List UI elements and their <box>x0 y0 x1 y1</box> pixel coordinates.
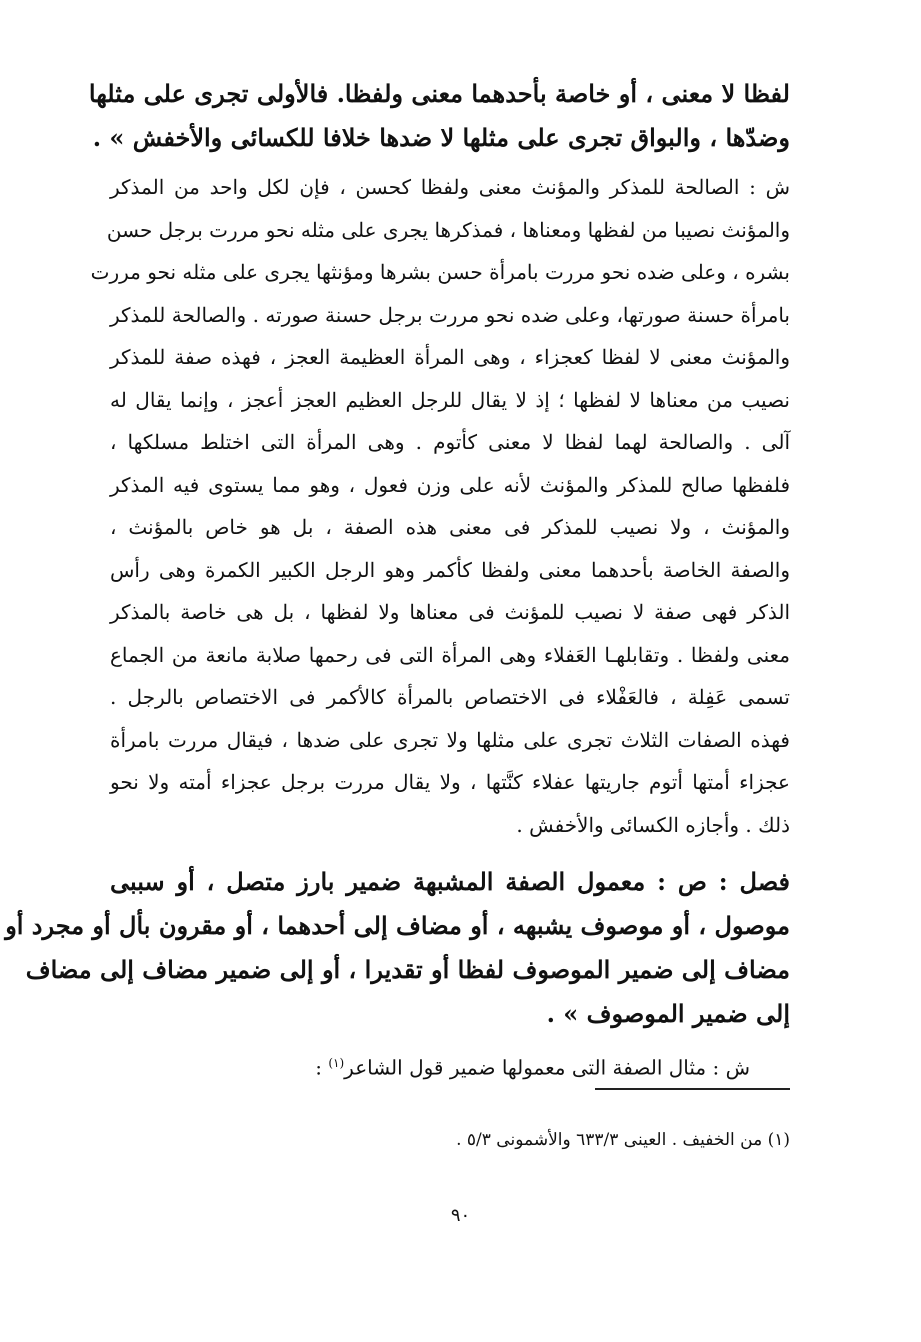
text-line: إلى ضمير الموصوف » . <box>546 999 790 1028</box>
footnote: (١) من الخفيف . العينى ٦٣٣/٣ والأشمونى ٥/٣ . <box>456 1130 790 1150</box>
text-line: فلفظها صالح للمذكر والمؤنث لأنه على وزن فعول ، وهو مما يستوى فيه المذكر <box>110 472 790 497</box>
footnote-divider <box>595 1088 790 1090</box>
text-line: بامرأة حسنة صورتها، وعلى ضده نحو مررت برجل حسنة صورته . والصالحة للمذكر <box>110 302 790 327</box>
text-line: ش : الصالحة للمذكر والمؤنث معنى ولفظا كحسن ، فإن لكل واحد من المذكر <box>110 175 790 199</box>
text-line: والصفة الخاصة بأحدهما معنى ولفظا كأكمر وهو الرجل الكبير الكمرة وهى رأس <box>110 557 790 582</box>
text-line: مضاف إلى ضمير الموصوف لفظا أو تقديرا ، أو إلى ضمير مضاف إلى مضاف <box>25 955 790 984</box>
text-line: فصل : ص : معمول الصفة المشبهة ضمير بارز متصل ، أو سببى <box>110 867 790 896</box>
footnote-reference[interactable]: (١) <box>328 1056 345 1070</box>
text-line: الذكر فهى صفة لا نصيب للمؤنث فى معناها ولا لفظها ، بل هى خاصة بالمذكر <box>110 600 790 624</box>
text-line: معنى ولفظا . وتقابلهـا العَفلاء وهى المرأة التى فى رحمها صلابة مانعة من الجماع <box>110 642 790 667</box>
text-line: والمؤنث نصيبا من لفظها ومعناها ، فمذكرها يجرى على مثله نحو مررت برجل حسن <box>106 217 790 242</box>
section-bold-text <box>5 860 790 1036</box>
commentary-paragraph-2 <box>110 1042 790 1089</box>
commentary-2-tail: : <box>315 1055 329 1080</box>
text-line: عجزاء أمتها أتوم جاريتها عفلاء كنَّتها ، ولا يقال مررت برجل عجزاء أمته ولا نحو <box>110 770 790 794</box>
page-number: ٩٠ <box>450 1205 471 1226</box>
text-line: تسمى عَفِلة ، فالعَفْلاء فى الاختصاص بالمرأة كالأكمر فى الاختصاص بالرجل . <box>110 685 790 709</box>
text-line: آلى . والصالحة لهما لفظا لا معنى كأتوم . وهى المرأة التى اختلط مسلكها ، <box>110 430 790 454</box>
text-line: ذلك . وأجازه الكسائى والأخفش . <box>516 812 790 837</box>
opening-bold-text <box>88 72 790 160</box>
text-line: بشره ، وعلى ضده نحو مررت بامرأة حسن بشرها ومؤنثها يجرى على مثله نحو مررت <box>90 260 790 284</box>
text-line: نصيب من معناها لا لفظها ؛ إذ لا يقال للرجل العظيم العجز أعجز ، وإنما يقال له <box>110 387 790 412</box>
commentary-2-text: ش : مثال الصفة التى معمولها ضمير قول الشاعر <box>344 1055 750 1080</box>
page-body <box>5 72 790 1089</box>
text-line: موصول ، أو موصوف يشبهه ، أو مضاف إلى أحدهما ، أو مقرون بأل أو مجرد أو <box>5 911 790 940</box>
text-line: والمؤنث معنى لا لفظا كعجزاء ، وهى المرأة العظيمة العجز ، فهذه صفة للمذكر <box>110 345 790 369</box>
text-line: فهذه الصفات الثلاث تجرى على مثلها ولا تجرى على ضدها ، فيقال مررت بامرأة <box>110 727 790 752</box>
text-line: وضدّها ، والبواق تجرى على مثلها لا ضدها خلافا للكسائى والأخفش » . <box>92 123 790 152</box>
text-line: والمؤنث ، ولا نصيب للمذكر فى معنى هذه الصفة ، بل هو خاص بالمؤنث ، <box>110 515 790 539</box>
commentary-paragraph <box>90 166 790 846</box>
text-line: لفظا لا معنى ، أو خاصة بأحدهما معنى ولفظا. فالأولى تجرى على مثلها <box>88 79 790 108</box>
